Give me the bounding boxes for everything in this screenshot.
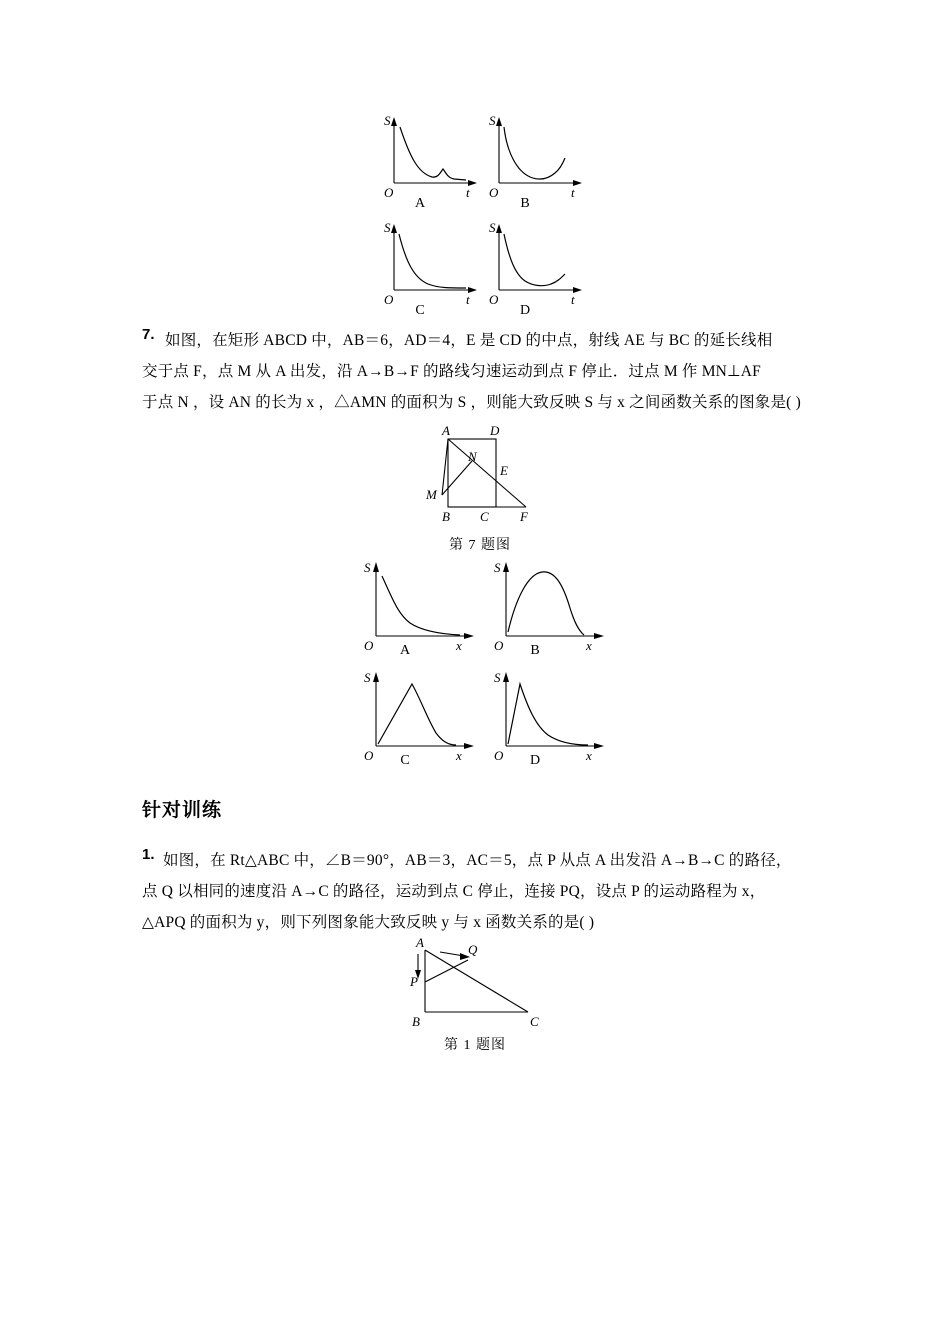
problem7-option-d-graph [490, 668, 620, 763]
svg-text:x: x [456, 638, 462, 653]
problem7-number: 7. [142, 326, 155, 343]
problem7-option-a-label: A [399, 643, 411, 658]
top-option-d-label: D [519, 303, 531, 318]
svg-text:t: t [466, 185, 470, 200]
top-option-c-label: C [415, 303, 425, 318]
svg-text:E: E [500, 463, 508, 478]
section-title: 针对训练 [142, 800, 223, 821]
problem7-figure-caption: 第 7 题图 [449, 538, 511, 553]
svg-text:O: O [494, 748, 504, 763]
problem1-line3: △APQ 的面积为 y，则下列图象能大致反映 y 与 x 函数关系的是( ) [142, 914, 595, 931]
svg-text:S: S [364, 670, 371, 685]
top-option-a-label: A [414, 196, 426, 211]
problem1-line2: 点 Q 以相同的速度沿 A→C 的路径，运动到点 C 停止，连接 PQ，设点 P 的运动路程为 x， [142, 883, 766, 900]
svg-text:S: S [489, 220, 496, 235]
top-option-a-graph [380, 113, 490, 200]
problem7-line1: 如图，在矩形 ABCD 中，AB＝6，AD＝4，E 是 CD 的中点，射线 AE 与 BC 的延长线相 [165, 332, 773, 349]
svg-text:B: B [412, 1014, 420, 1029]
problem7-option-c-label: C [400, 753, 410, 768]
problem1-figure-caption: 第 1 题图 [444, 1038, 506, 1053]
problem1-line1: 如图，在 Rt△ABC 中，∠B＝90°，AB＝3，AC＝5，点 P 从点 A 出发沿 A→B→C 的路径， [163, 852, 792, 869]
svg-text:O: O [384, 292, 394, 307]
svg-text:S: S [494, 670, 501, 685]
svg-text:t: t [466, 292, 470, 307]
svg-text:S: S [489, 113, 496, 128]
svg-text:S: S [384, 113, 391, 128]
svg-text:N: N [468, 449, 477, 464]
problem7-line2: 交于点 F，点 M 从 A 出发，沿 A→B→F 的路线匀速运动到点 F 停止．过点 M 作 MN⊥AF [142, 363, 761, 380]
svg-text:S: S [364, 560, 371, 575]
svg-text:O: O [364, 638, 374, 653]
svg-text:A: A [442, 423, 450, 438]
svg-text:x: x [586, 748, 592, 763]
top-option-b-graph [485, 113, 595, 200]
svg-text:x: x [456, 748, 462, 763]
svg-text:O: O [494, 638, 504, 653]
svg-text:B: B [442, 509, 450, 524]
svg-text:F: F [520, 509, 528, 524]
svg-text:O: O [489, 185, 499, 200]
top-option-b-label: B [520, 196, 530, 211]
problem7-option-c-graph [360, 668, 490, 763]
top-option-d-graph [485, 220, 595, 307]
svg-text:x: x [586, 638, 592, 653]
svg-text:C: C [530, 1014, 539, 1029]
svg-text:O: O [489, 292, 499, 307]
svg-text:S: S [384, 220, 391, 235]
svg-text:S: S [494, 560, 501, 575]
problem7-line3: 于点 N ，设 AN 的长为 x ，△AMN 的面积为 S ，则能大致反映 S 与 x 之间函数关系的图象是( ) [142, 394, 801, 411]
problem7-option-a-graph [360, 558, 490, 653]
svg-text:A: A [416, 935, 424, 950]
svg-text:D: D [490, 423, 500, 438]
problem7-option-b-label: B [530, 643, 540, 658]
problem1-number: 1. [142, 846, 155, 863]
svg-text:P: P [410, 974, 418, 989]
problem1-figure [400, 935, 560, 1030]
svg-text:M: M [426, 487, 437, 502]
problem7-option-d-label: D [529, 753, 541, 768]
svg-text:t: t [571, 185, 575, 200]
problem7-figure [420, 425, 550, 530]
svg-text:t: t [571, 292, 575, 307]
problem7-option-b-graph [490, 558, 620, 653]
top-option-c-graph [380, 220, 490, 307]
svg-text:Q: Q [468, 942, 478, 957]
svg-text:C: C [480, 509, 489, 524]
svg-text:O: O [364, 748, 374, 763]
svg-text:O: O [384, 185, 394, 200]
